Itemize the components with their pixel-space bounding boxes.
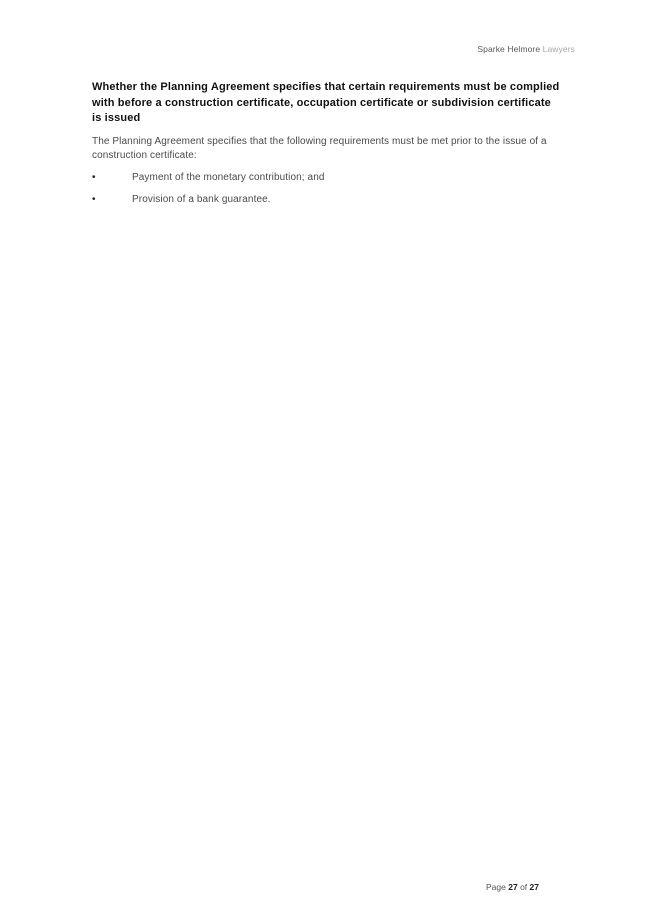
current-page-number: 27 [508, 882, 518, 892]
list-item [92, 193, 562, 207]
list-item [92, 171, 562, 185]
document-header-brand [477, 44, 575, 54]
total-pages-number: 27 [529, 882, 539, 892]
of-label: of [520, 882, 528, 892]
requirements-list [92, 171, 562, 207]
list-item-text: Provision of a bank guarantee. [132, 193, 271, 205]
intro-paragraph: The Planning Agreement specifies that the following requirements must be met prior to the issue of a construction certificate: [92, 135, 547, 161]
section-heading: Whether the Planning Agreement specifies that certain requirements must be complied with before a construction certificate, occupation certificate or subdivision certificate is issued [92, 81, 560, 124]
brand-name: Sparke Helmore [477, 44, 541, 54]
list-item-text: Payment of the monetary contribution; and [132, 171, 325, 183]
brand-suffix: Lawyers [542, 44, 575, 54]
page-number [486, 882, 539, 892]
bullet-icon: • [92, 193, 96, 205]
page-label: Page [485, 882, 506, 892]
main-content [92, 80, 562, 215]
bullet-icon: • [92, 171, 96, 183]
